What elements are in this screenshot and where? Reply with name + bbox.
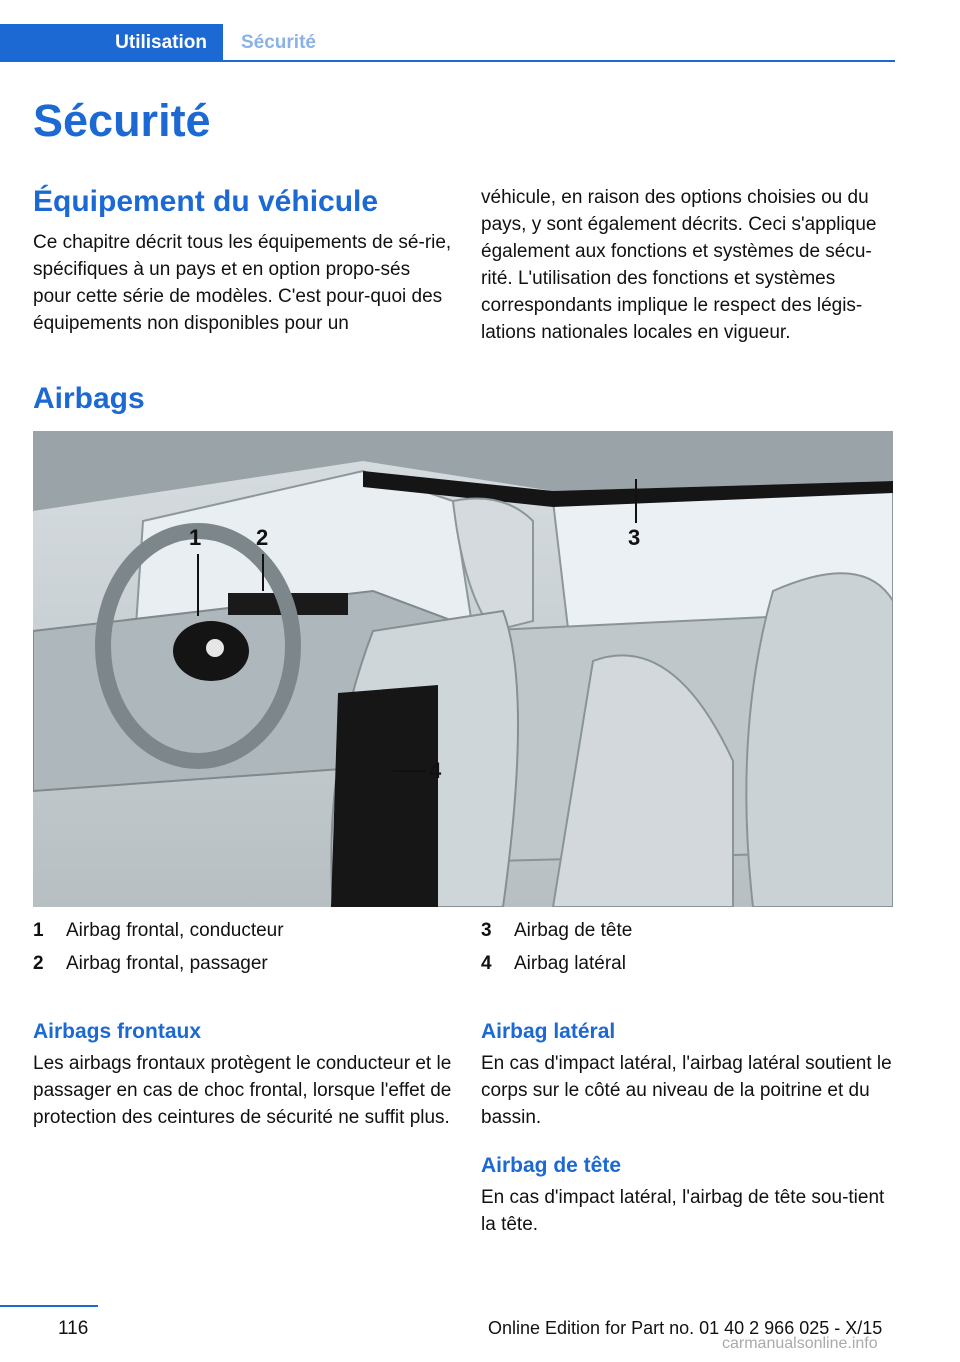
callout-3: 3 [628, 525, 641, 550]
page-title: Sécurité [33, 95, 211, 146]
legend-item [33, 950, 268, 977]
legend-number: 2 [33, 952, 44, 974]
page-number: 116 [58, 1318, 89, 1339]
legend-label: Airbag latéral [514, 952, 626, 974]
legend-left [33, 917, 453, 987]
legend-number: 3 [481, 919, 492, 941]
section-text-left: Ce chapitre décrit tous les équipements de sé‐rie, spécifiques à un pays et en option propo‐sés pour cette série de modèles. C'est pour‐quoi des équipements non disponibles pour un [33, 232, 452, 334]
edition-note: Online Edition for Part no. 01 40 2 966 025 - X/15 [488, 1318, 883, 1338]
legend-number: 1 [33, 919, 44, 941]
legend-item [481, 917, 632, 944]
section-heading-airbags: Airbags [33, 382, 145, 415]
heading-airbag-lateral: Airbag latéral [481, 1020, 616, 1043]
section-text-right: véhicule, en raison des options choisies ou du pays, y sont également décrits. Ceci s'applique également aux fonctions et systèmes de sécu‐rité. L'utilisation des fonctions et systèmes correspondants implique le respect des légis‐lations nationales locales en vigueur. [481, 187, 877, 343]
text-airbag-lateral: En cas d'impact latéral, l'airbag latéral soutient le corps sur le côté au niveau de la poitrine et du bassin. [481, 1053, 892, 1128]
callout-2: 2 [256, 525, 269, 550]
heading-airbag-tete: Airbag de tête [481, 1154, 622, 1177]
legend-right [481, 917, 901, 987]
footer-divider [0, 1305, 98, 1307]
callout-4: 4 [429, 758, 442, 783]
legend-item [33, 917, 284, 944]
legend-label: Airbag de tête [514, 919, 633, 941]
tab-securite[interactable]: Sécurité [241, 32, 316, 53]
legend-item [481, 950, 626, 977]
text-airbag-tete: En cas d'impact latéral, l'airbag de tête sou‐tient la tête. [481, 1187, 885, 1235]
heading-airbags-frontaux: Airbags frontaux [33, 1020, 202, 1043]
watermark: carmanualsonline.info [722, 1335, 878, 1352]
section-heading-equipement: Équipement du véhicule [33, 185, 379, 218]
tab-divider [0, 60, 895, 62]
text-airbags-frontaux: Les airbags frontaux protègent le conducteur et le passager en cas de choc frontal, lorsque l'effet de protection des ceintures de sécurité ne suffit plus. [33, 1053, 452, 1128]
tab-bar [0, 24, 895, 62]
tab-utilisation[interactable]: Utilisation [0, 24, 223, 62]
legend-number: 4 [481, 952, 492, 974]
callout-1: 1 [189, 525, 202, 550]
airbag-illustration [33, 431, 893, 907]
legend-label: Airbag frontal, passager [66, 952, 268, 974]
legend-label: Airbag frontal, conducteur [66, 919, 284, 941]
car-interior-drawing [33, 431, 893, 907]
